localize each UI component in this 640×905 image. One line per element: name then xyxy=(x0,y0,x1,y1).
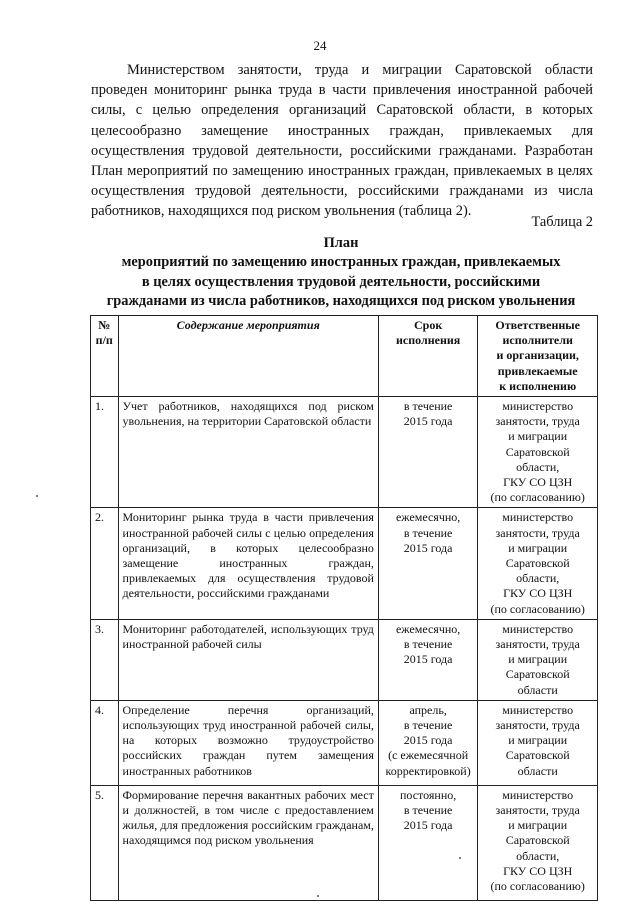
scan-speck xyxy=(36,495,38,497)
header-responsible: Ответственные исполнители и организации, привлекаемые к исполнению xyxy=(478,316,598,397)
plan-title xyxy=(60,234,622,312)
table-row xyxy=(91,397,598,508)
row-num: 5. xyxy=(91,785,119,900)
row-num: 3. xyxy=(91,619,119,700)
row-content: Формирование перечня вакантных рабочих мест и должностей, в том числе с предоставлением жилья, для предложения российским гражданам, находящимся под риском увольнения xyxy=(118,785,378,900)
row-content: Мониторинг работодателей, использующих труд иностранной рабочей силы xyxy=(118,619,378,700)
header-content: Содержание мероприятия xyxy=(118,316,378,397)
table-row xyxy=(91,619,598,700)
plan-title-line-4: гражданами из числа работников, находящихся под риском увольнения xyxy=(106,293,576,310)
row-responsible: министерство занятости, труда и миграции Саратовской области xyxy=(478,619,598,700)
row-responsible: министерство занятости, труда и миграции Саратовской области, ГКУ СО ЦЗН (по согласованию) xyxy=(478,785,598,900)
table-row xyxy=(91,700,598,785)
row-responsible: министерство занятости, труда и миграции Саратовской области, ГКУ СО ЦЗН (по согласованию) xyxy=(478,508,598,619)
row-term: апрель, в течение 2015 года (с ежемесячной корректировкой) xyxy=(378,700,477,785)
plan-title-line-1: План xyxy=(323,235,359,251)
intro-paragraph: Министерством занятости, труда и миграции Саратовской области проведен мониторинг рынка труда в части привлечения иностранной рабочей силы, с целью определения организаций Саратовской области, в которых целесообразно замещение иностранных граждан, привлекаемых для осуществления трудовой деятельности, российскими гражданами. Разработан План мероприятий по замещению иностранных граждан, привлекаемых в целях осуществления трудовой деятельности, российскими гражданами из числа работников, находящихся под риском увольнения (таблица 2). xyxy=(91,62,593,220)
page-number: 24 xyxy=(313,38,327,53)
row-num: 1. xyxy=(91,397,119,508)
row-term: ежемесячно, в течение 2015 года xyxy=(378,508,477,619)
row-term: в течение 2015 года xyxy=(378,397,477,508)
row-term: постоянно, в течение 2015 года xyxy=(378,785,477,900)
row-term: ежемесячно, в течение 2015 года xyxy=(378,619,477,700)
table-row xyxy=(91,508,598,619)
table-label: Таблица 2 xyxy=(531,214,593,230)
row-responsible: министерство занятости, труда и миграции Саратовской области xyxy=(478,700,598,785)
plan-title-line-2: мероприятий по замещению иностранных граждан, привлекаемых xyxy=(121,254,561,271)
row-responsible: министерство занятости, труда и миграции Саратовской области, ГКУ СО ЦЗН (по согласованию) xyxy=(478,397,598,508)
row-content: Учет работников, находящихся под риском увольнения, на территории Саратовской области xyxy=(118,397,378,508)
plan-table xyxy=(90,315,598,901)
scan-speck xyxy=(317,895,319,897)
plan-title-line-3: в целях осуществления трудовой деятельности, российскими xyxy=(141,273,541,290)
header-num: № п/п xyxy=(91,316,119,397)
row-content: Мониторинг рынка труда в части привлечения иностранной рабочей силы с целью определения организаций, в которых целесообразно замещение иностранных граждан, привлекаемых для осуществления трудовой деятельности, российскими гражданами xyxy=(118,508,378,619)
table-row xyxy=(91,785,598,900)
header-term: Срок исполнения xyxy=(378,316,477,397)
row-num: 4. xyxy=(91,700,119,785)
row-num: 2. xyxy=(91,508,119,619)
scan-speck xyxy=(459,857,461,859)
table-header-row xyxy=(91,316,598,397)
row-content: Определение перечня организаций, использующих труд иностранной рабочей силы, на которых возможно трудоустройство российских граждан путем замещения иностранных работников xyxy=(118,700,378,785)
